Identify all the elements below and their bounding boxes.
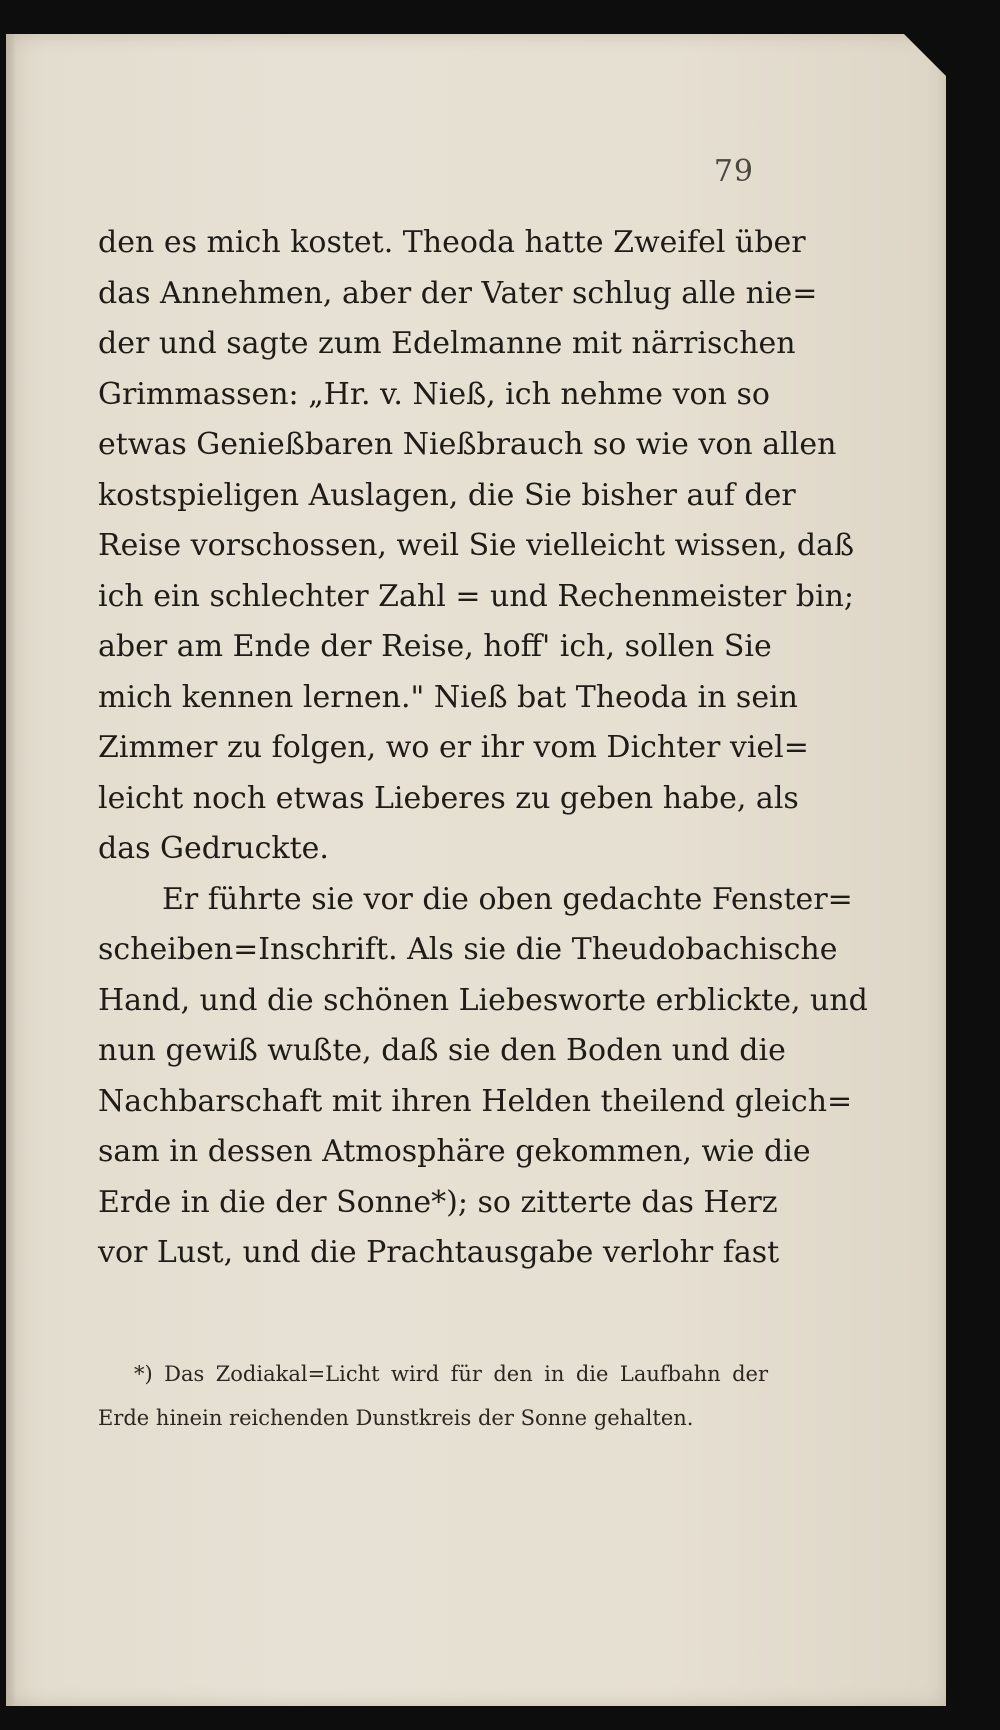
- text-line: nun gewiß wußte, daß sie den Boden und die: [98, 1033, 786, 1068]
- book-page: [6, 34, 946, 1706]
- text-line: Grimmassen: „Hr. v. Nieß, ich nehme von so: [98, 376, 770, 412]
- text-line: der und sagte zum Edelmanne mit närrischen: [98, 326, 796, 361]
- folded-corner: [902, 32, 948, 78]
- text-line: leicht noch etwas Lieberes zu geben habe, als: [98, 780, 799, 816]
- text-line-paragraph-end: das Gedruckte.: [98, 831, 329, 866]
- footnote-line: Erde hinein reichenden Dunstkreis der Sonne gehalten.: [98, 1406, 694, 1430]
- text-line: das Annehmen, aber der Vater schlug alle nie=: [98, 275, 818, 311]
- main-text-block: [98, 218, 868, 1279]
- text-line: Hand, und die schönen Liebesworte erblickte, und: [98, 982, 868, 1018]
- text-line: den es mich kostet. Theoda hatte Zweifel über: [98, 225, 806, 260]
- footnote-block: [98, 1352, 768, 1440]
- text-line: mich kennen lernen." Nieß bat Theoda in sein: [98, 679, 798, 715]
- text-line: Reise vorschossen, weil Sie vielleicht wissen, daß: [98, 528, 854, 563]
- text-line: kostspieligen Auslagen, die Sie bisher auf der: [98, 477, 796, 513]
- text-line: vor Lust, und die Prachtausgabe verlohr fast: [98, 1235, 780, 1270]
- text-line: Erde in die der Sonne*); so zitterte das Herz: [98, 1184, 778, 1220]
- text-line: ich ein schlechter Zahl = und Rechenmeister bin;: [98, 578, 855, 614]
- page-number: 79: [713, 154, 754, 189]
- text-line: sam in dessen Atmosphäre gekommen, wie die: [98, 1134, 811, 1169]
- text-line: Nachbarschaft mit ihren Helden theilend gleich=: [98, 1083, 853, 1119]
- footnote-line: *) Das Zodiakal=Licht wird für den in die Laufbahn der: [134, 1362, 768, 1386]
- text-line: aber am Ende der Reise, hoff' ich, sollen Sie: [98, 629, 772, 664]
- text-line-paragraph-start: Er führte sie vor die oben gedachte Fenster=: [162, 881, 853, 917]
- text-line: scheiben=Inschrift. Als sie die Theudobachische: [98, 932, 838, 967]
- page-gutter-shadow: [6, 34, 16, 1706]
- text-line: etwas Genießbaren Nießbrauch so wie von allen: [98, 427, 837, 462]
- text-line: Zimmer zu folgen, wo er ihr vom Dichter viel=: [98, 730, 809, 765]
